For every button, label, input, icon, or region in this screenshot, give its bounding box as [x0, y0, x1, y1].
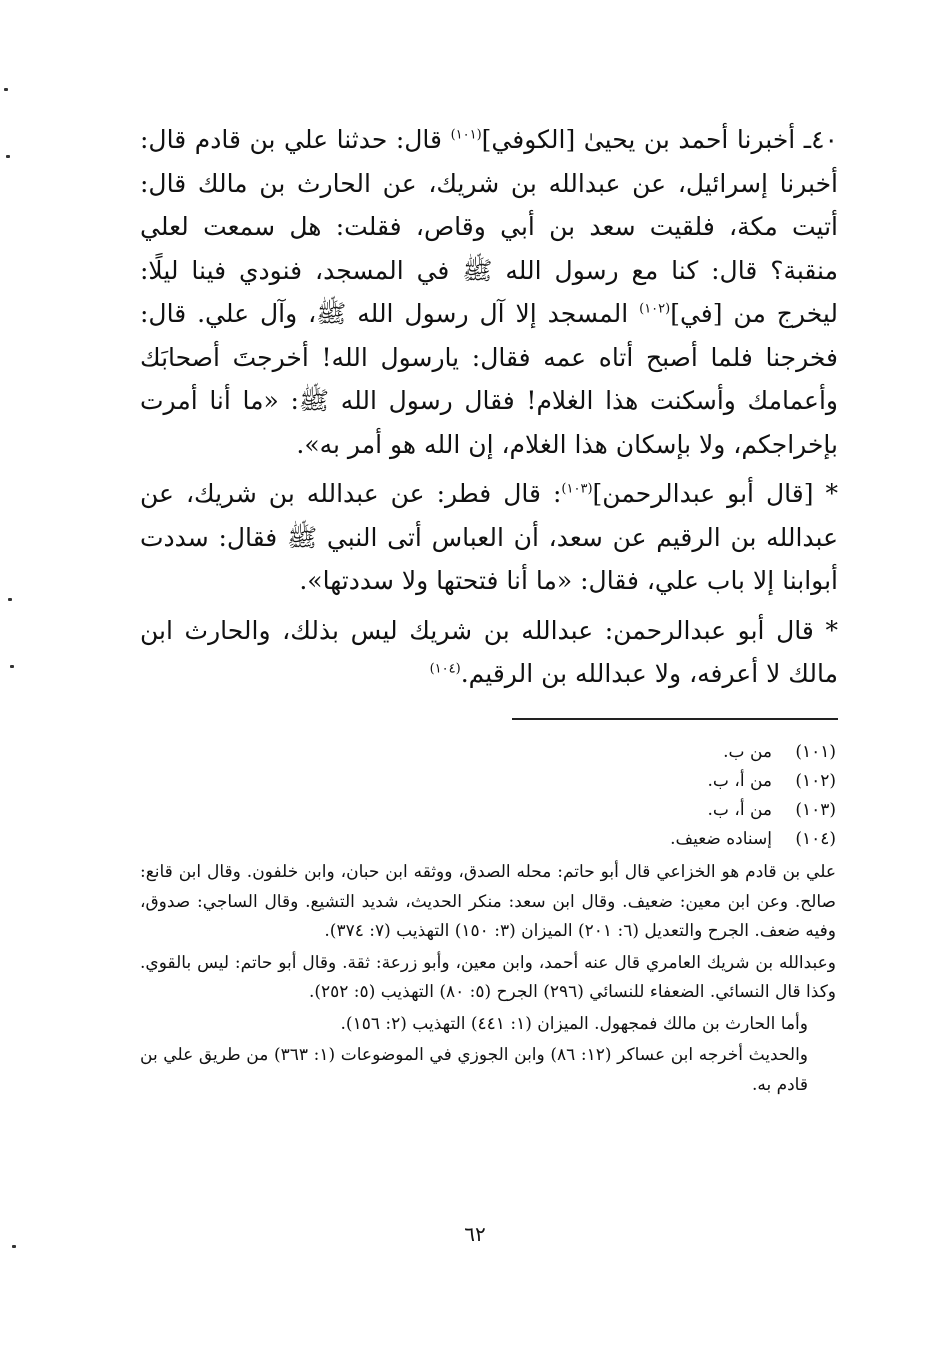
hadith-body: قال: حدثنا علي بن قادم قال: أخبرنا إسرائيل، عن عبدالله بن شريك، عن الحارث بن مالك قال: أتيت مكة، فلقيت سعد بن أبي وقاص، فقلت: هل سمعت لعلي منقبة؟ قال: كنا مع رسول الله ﷺ في المسجد، فنودي فينا ليلًا: ليخرج من [في]: [140, 125, 839, 328]
note-paragraph: وعبدالله بن شريك العامري قال عنه أحمد، وابن معين، وأبو زرعة: ثقة. وقال أبو حاتم: ليس بالقوي. وكذا قال النسائي. الضعفاء للنسائي (٢٩٦) الجرح (٥: ٨٠) التهذيب (٥: ٢٥٢).: [140, 952, 836, 1002]
footnote-number: (١٠١): [795, 742, 836, 762]
footnote-divider: [512, 718, 838, 720]
footnote-number: (١٠٢): [795, 771, 836, 791]
scan-speck: [4, 88, 8, 91]
footnote-item: [420, 738, 836, 767]
scan-speck: [12, 1245, 16, 1248]
comment-opening: * [قال أبو عبدالرحمن]: [592, 479, 838, 508]
main-text: [140, 118, 838, 696]
footnote-notes: [140, 858, 836, 1100]
footnote-number: (١٠٣): [795, 800, 836, 820]
footnote-ref: (١٠٤): [429, 661, 461, 677]
footnote-item: [420, 825, 836, 854]
footnote-text: إسناده ضعيف.: [670, 829, 772, 849]
footnote-ref: (١٠٣): [561, 481, 593, 497]
footnote-item: [420, 767, 836, 796]
comment-paragraph: [140, 609, 838, 696]
page-number: ٦٢: [464, 1222, 486, 1246]
comment-body: : قال فطر: عن عبدالله بن شريك، عن عبدالله بن الرقيم عن سعد، أن العباس أتى النبي ﷺ فقال: سددت أبوابنا إلا باب علي، فقال: «ما أنا فتحتها ولا سددتها».: [140, 479, 838, 595]
comment-paragraph: [140, 472, 838, 603]
note-paragraph: والحديث أخرجه ابن عساكر (١٢: ٨٦) وابن الجوزي في الموضوعات (١: ٣٦٣) من طريق علي بن قادم به.: [140, 1045, 809, 1095]
hadith-opening: ٤٠ـ أخبرنا أحمد بن يحيىٰ [الكوفي]: [481, 125, 838, 154]
footnote-text: من أ، ب.: [707, 771, 772, 791]
footnote-ref: (١٠١): [450, 127, 482, 143]
footnote-number: (١٠٤): [795, 829, 836, 849]
footnote-text: من ب.: [723, 742, 772, 762]
note-paragraph: علي بن قادم هو الخزاعي قال أبو حاتم: محله الصدق، ووثقه ابن حبان، وابن خلفون. وقال ابن قانع: صالح. وعن ابن معين: ضعيف. وقال ابن سعد: منكر الحديث، شديد التشيع. وقال الساجي: صدوق، وفيه ضعف. الجرح والتعديل (٦: ٢٠١) الميزان (٣: ١٥٠) التهذيب (٧: ٣٧٤).: [140, 862, 836, 941]
footnote-text: من أ، ب.: [707, 800, 772, 820]
footnote-ref: (١٠٢): [639, 301, 671, 317]
scan-speck: [8, 598, 12, 601]
scan-speck: [10, 665, 14, 668]
hadith-body-continued: المسجد إلا آل رسول الله ﷺ، وآل علي. قال: فخرجنا فلما أصبح أتاه عمه فقال: يارسول الله! أخرجتَ أصحابَك وأعمامك وأسكنت هذا الغلام! فقال رسول الله ﷺ: «ما أنا أمرت بإخراجكم، ولا بإسكان هذا الغلام، إن الله هو أمر به».: [140, 299, 838, 459]
scan-speck: [6, 155, 10, 158]
comment-body: * قال أبو عبدالرحمن: عبدالله بن شريك ليس بذلك، والحارث ابن مالك لا أعرفه، ولا عبدالله بن الرقيم.: [140, 615, 838, 688]
footnote-list: [420, 738, 836, 854]
note-paragraph: وأما الحارث بن مالك فمجهول. الميزان (١: ٤٤١) التهذيب (٢: ١٥٦).: [340, 1013, 808, 1034]
hadith-paragraph: [140, 118, 838, 466]
footnote-item: [420, 796, 836, 825]
